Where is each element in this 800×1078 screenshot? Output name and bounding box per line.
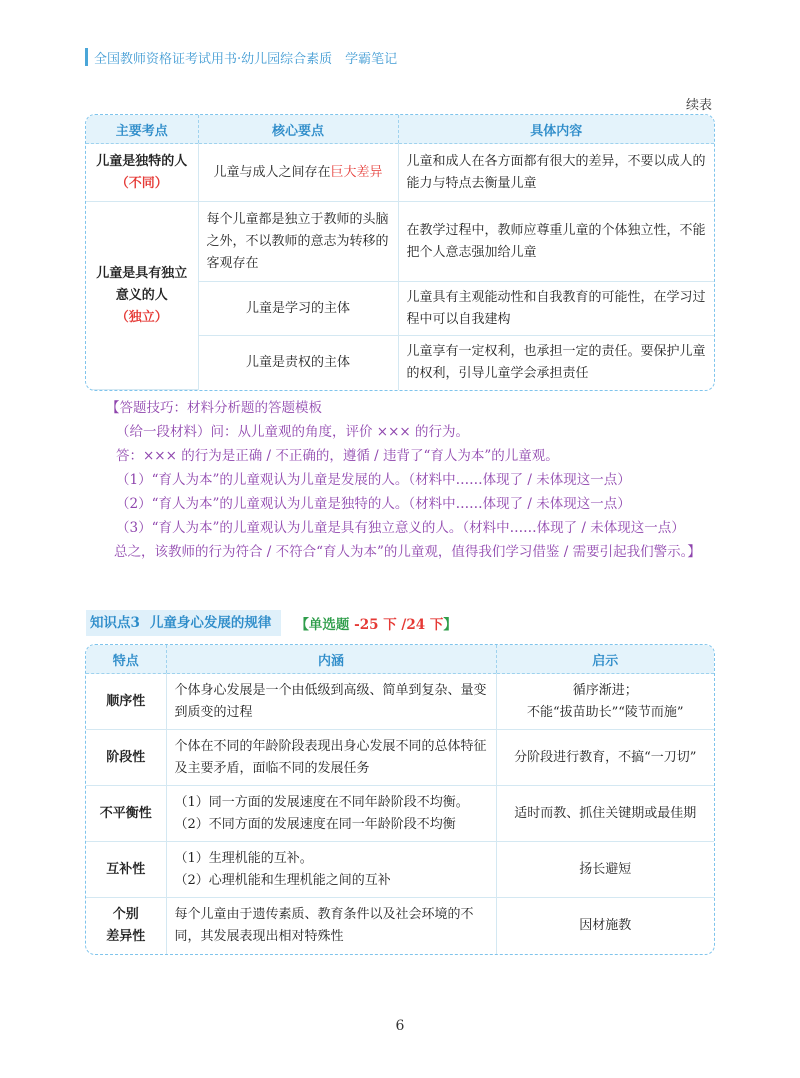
core-cell: 每个儿童都是独立于教师的头脑之外，不以教师的意志为转移的客观存在 — [198, 202, 398, 282]
answer-tips — [86, 396, 718, 564]
knowledge-point-tag: 知识点3 儿童身心发展的规律 — [86, 610, 281, 636]
tips-point: （3）“育人为本”的儿童观认为儿童是具有独立意义的人。（材料中……体现了 / 未体现这一点） — [116, 520, 685, 536]
tips-title: 【答题技巧：材料分析题的答题模板 — [106, 400, 322, 416]
table-row — [86, 842, 714, 898]
content-cell: （1）同一方面的发展速度在不同年龄阶段不均衡。 （2）不同方面的发展速度在同一年龄阶段不均衡 — [166, 786, 496, 842]
content-cell: （1）生理机能的互补。 （2）心理机能和生理机能之间的互补 — [166, 842, 496, 898]
table-row — [86, 898, 714, 954]
topic-cell: 儿童是具有独立 意义的人 （独立） — [86, 202, 198, 390]
table-header-row — [86, 115, 714, 144]
insight-cell: 循序渐进； 不能“拔苗助长”“陵节而施” — [496, 674, 714, 730]
header-accent-bar — [85, 48, 88, 66]
content-cell: 个体身心发展是一个由低级到高级、简单到复杂、量变到质变的过程 — [166, 674, 496, 730]
tips-point: （2）“育人为本”的儿童观认为儿童是独特的人。（材料中……体现了 / 未体现这一点） — [116, 496, 631, 512]
feature-cell: 顺序性 — [86, 674, 166, 730]
running-header: 全国教师资格证考试用书·幼儿园综合素质 学霸笔记 — [94, 52, 398, 67]
table-row — [86, 202, 714, 282]
core-cell: 儿童是学习的主体 — [198, 282, 398, 336]
feature-cell: 阶段性 — [86, 730, 166, 786]
header-cell: 核心要点 — [198, 115, 398, 144]
core-cell: 儿童是责权的主体 — [198, 336, 398, 390]
continued-label: 续表 — [685, 98, 712, 113]
tips-material: （给一段材料）问：从儿童观的角度，评价 ××× 的行为。 — [116, 424, 470, 440]
insight-cell: 分阶段进行教育，不搞“一刀切” — [496, 730, 714, 786]
content-cell: 每个儿童由于遗传素质、教育条件以及社会环境的不同，其发展表现出相对特殊性 — [166, 898, 496, 954]
child-view-table — [85, 114, 715, 391]
table-header-row — [86, 645, 714, 674]
header-cell: 启示 — [496, 645, 714, 674]
core-cell: 儿童与成人之间存在巨大差异 — [198, 144, 398, 202]
detail-cell: 儿童和成人在各方面都有很大的差异，不要以成人的能力与特点去衡量儿童 — [398, 144, 714, 202]
tips-summary: 总之，该教师的行为符合 / 不符合“育人为本”的儿童观，值得我们学习借鉴 / 需要引起我们警示。】 — [114, 544, 701, 560]
table-row — [86, 674, 714, 730]
detail-cell: 儿童具有主观能动性和自我教育的可能性，在学习过程中可以自我建构 — [398, 282, 714, 336]
tips-point: （1）“育人为本”的儿童观认为儿童是发展的人。（材料中……体现了 / 未体现这一点） — [116, 472, 631, 488]
question-type-label: 【单选题 -25 下 /24 下】 — [295, 617, 457, 633]
page-number: 6 — [395, 1018, 405, 1034]
feature-cell: 个别 差异性 — [86, 898, 166, 954]
insight-cell: 因材施教 — [579, 917, 632, 933]
detail-cell: 在教学过程中，教师应尊重儿童的个体独立性，不能把个人意志强加给儿童 — [398, 202, 714, 282]
insight-cell: 适时而教、抓住关键期或最佳期 — [496, 786, 714, 842]
knowledge-point-heading — [86, 610, 457, 636]
feature-cell: 互补性 — [86, 842, 166, 898]
content-cell: 个体在不同的年龄阶段表现出身心发展不同的总体特征及主要矛盾，面临不同的发展任务 — [166, 730, 496, 786]
header-cell: 具体内容 — [398, 115, 714, 144]
table-row — [86, 786, 714, 842]
header-cell: 主要考点 — [86, 115, 198, 144]
table-row — [86, 730, 714, 786]
development-rules-table — [85, 644, 715, 955]
topic-cell: 儿童是独特的人 （不同） — [86, 144, 198, 202]
table-row — [86, 144, 714, 202]
header-cell: 内涵 — [166, 645, 496, 674]
feature-cell: 不平衡性 — [86, 786, 166, 842]
insight-cell: 扬长避短 — [496, 842, 714, 898]
detail-cell: 儿童享有一定权利，也承担一定的责任。要保护儿童的权利，引导儿童学会承担责任 — [406, 343, 706, 381]
header-cell: 特点 — [86, 645, 166, 674]
tips-answer: 答：××× 的行为是正确 / 不正确的，遵循 / 违背了“育人为本”的儿童观。 — [116, 448, 559, 464]
